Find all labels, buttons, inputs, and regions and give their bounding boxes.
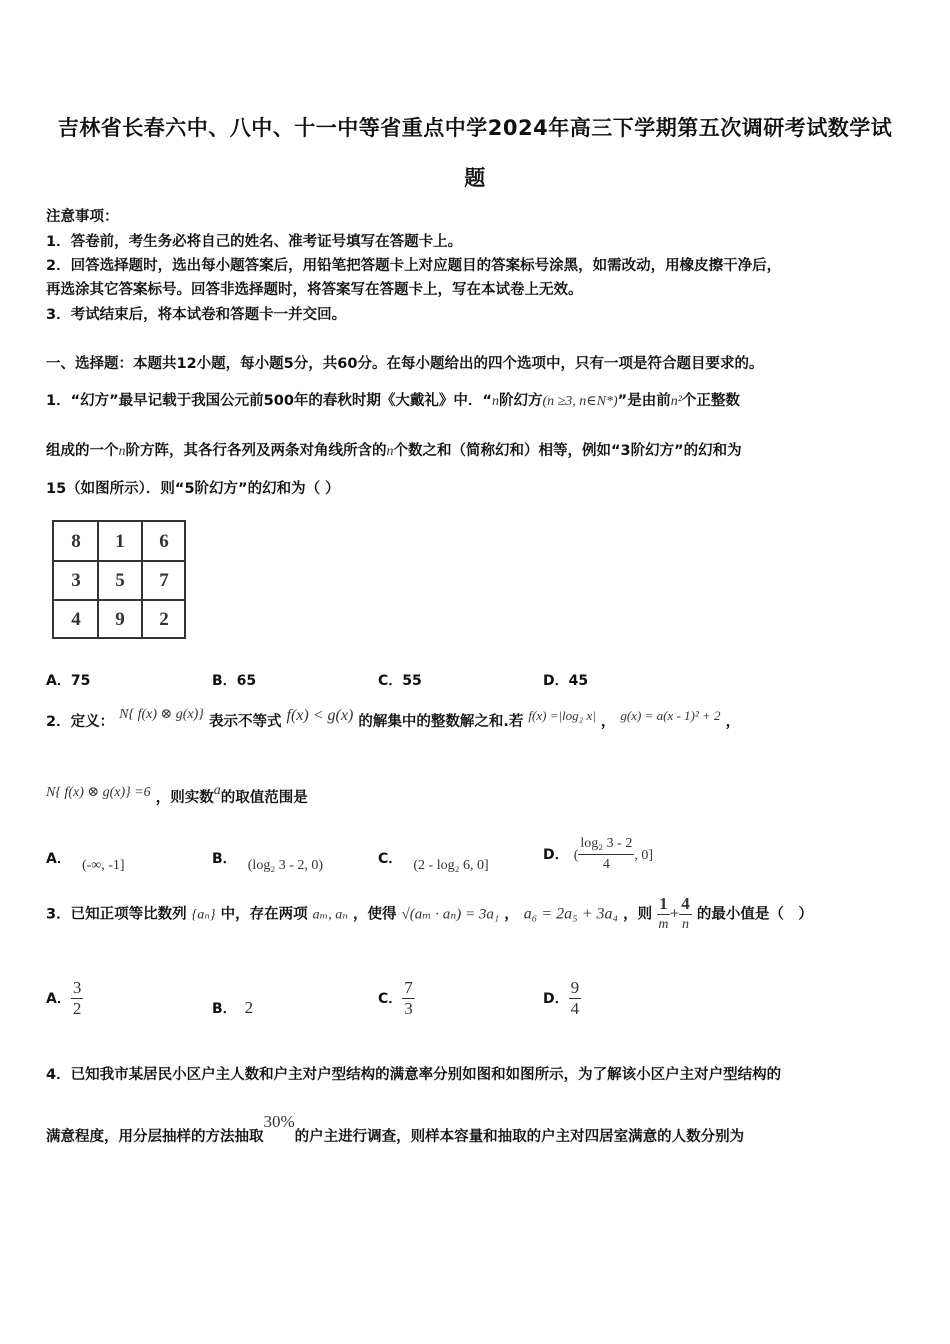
notice-heading: 注意事项：: [46, 209, 119, 225]
question-2-line-1: 2．定义： N{ f(x) ⊗ g(x)} 表示不等式 f(x) < g(x) 的解集中的整数解之和.若 f(x) =|log₂ x| ， g(x) = a(x - 1)² + 2 ，: [46, 707, 741, 730]
magic-square-cell: 5: [115, 569, 125, 591]
magic-square-cell: 9: [115, 608, 125, 630]
question-3-line-1: 3．已知正项等比数列 {aₙ} 中，存在两项 aₘ, aₙ ，使得 √(aₘ · aₙ) = 3a₁ ， a₆ = 2a₅ + 3a₄ ，则 $\frac{1}{m}$ + $\frac{4}{n}$ 的最小值是（ ）: [46, 894, 813, 932]
q3-option-a[interactable]: A． $\frac{3}{2}$: [46, 978, 82, 1018]
magic-square-cell: 1: [115, 530, 125, 552]
question-1-line-2: 组成的一个n阶方阵，其各行各列及两条对角线所含的n个数之和（简称幻和）相等，例如“3阶幻方”的幻和为: [46, 443, 742, 459]
magic-square-cell: 8: [71, 530, 81, 552]
q1-option-a[interactable]: A．75: [46, 673, 91, 689]
magic-square-cell: 3: [71, 569, 81, 591]
notice-item: 再选涂其它答案标号。回答非选择题时，将答案写在答题卡上，写在本试卷上无效。: [46, 282, 583, 298]
q2-option-c[interactable]: C． (2 - log₂ 6, 0]: [378, 851, 489, 873]
question-1-line-3: 15（如图所示）．则“5阶幻方”的幻和为（ ）: [46, 481, 340, 497]
notice-item: 3．考试结束后，将本试卷和答题卡一并交回。: [46, 307, 347, 323]
question-4-line-2: 满意程度，用分层抽样的方法抽取30%的户主进行调查，则样本容量和抽取的户主对四居室满意的人数分别为: [46, 1112, 745, 1145]
q2-option-d[interactable]: D． ( $\frac{\text{log₂ 3 - 2}}{4}$ , 0]: [543, 836, 653, 872]
q1-option-b[interactable]: B．65: [212, 673, 257, 689]
magic-square-cell: 6: [159, 530, 169, 552]
magic-square-figure: [52, 520, 186, 639]
q2-option-b[interactable]: B． (log₂ 3 - 2, 0): [212, 851, 324, 873]
notice-item: 2．回答选择题时，选出每小题答案后，用铅笔把答题卡上对应题目的答案标号涂黑，如需改动，用橡皮擦干净后，: [46, 258, 782, 274]
page-title: 吉林省长春六中、八中、十一中等省重点中学2024年高三下学期第五次调研考试数学试: [57, 116, 893, 140]
magic-square-cell: 7: [159, 569, 169, 591]
q3-option-d[interactable]: D． $\frac{9}{4}$: [543, 978, 580, 1018]
q1-option-d[interactable]: D．45: [543, 673, 589, 689]
magic-square-cell: 2: [159, 608, 169, 630]
section-header: 一、选择题：本题共12小题，每小题5分，共60分。在每小题给出的四个选项中，只有一项是符合题目要求的。: [46, 356, 764, 372]
magic-square-cell: 4: [71, 608, 81, 630]
question-2-line-2: N{ f(x) ⊗ g(x)} =6 ，则实数a的取值范围是: [46, 783, 308, 806]
q2-option-a[interactable]: A． (-∞, -1]: [46, 851, 125, 873]
notice-item: 1．答卷前，考生务必将自己的姓名、准考证号填写在答题卡上。: [46, 234, 463, 250]
question-4-line-1: 4．已知我市某居民小区户主人数和户主对户型结构的满意率分别如图和如图所示，为了解该小区户主对户型结构的: [46, 1067, 782, 1083]
q1-option-c[interactable]: C．55: [378, 673, 422, 689]
q3-option-b[interactable]: B． 2: [212, 998, 254, 1017]
page-title-continued: 题: [464, 166, 486, 190]
q3-option-c[interactable]: C． $\frac{7}{3}$: [378, 978, 413, 1018]
question-1-line-1: 1．“幻方”最早记载于我国公元前500年的春秋时期《大戴礼》中．“n阶幻方(n ≥3, n∈N*)”是由前n²个正整数: [46, 393, 740, 409]
